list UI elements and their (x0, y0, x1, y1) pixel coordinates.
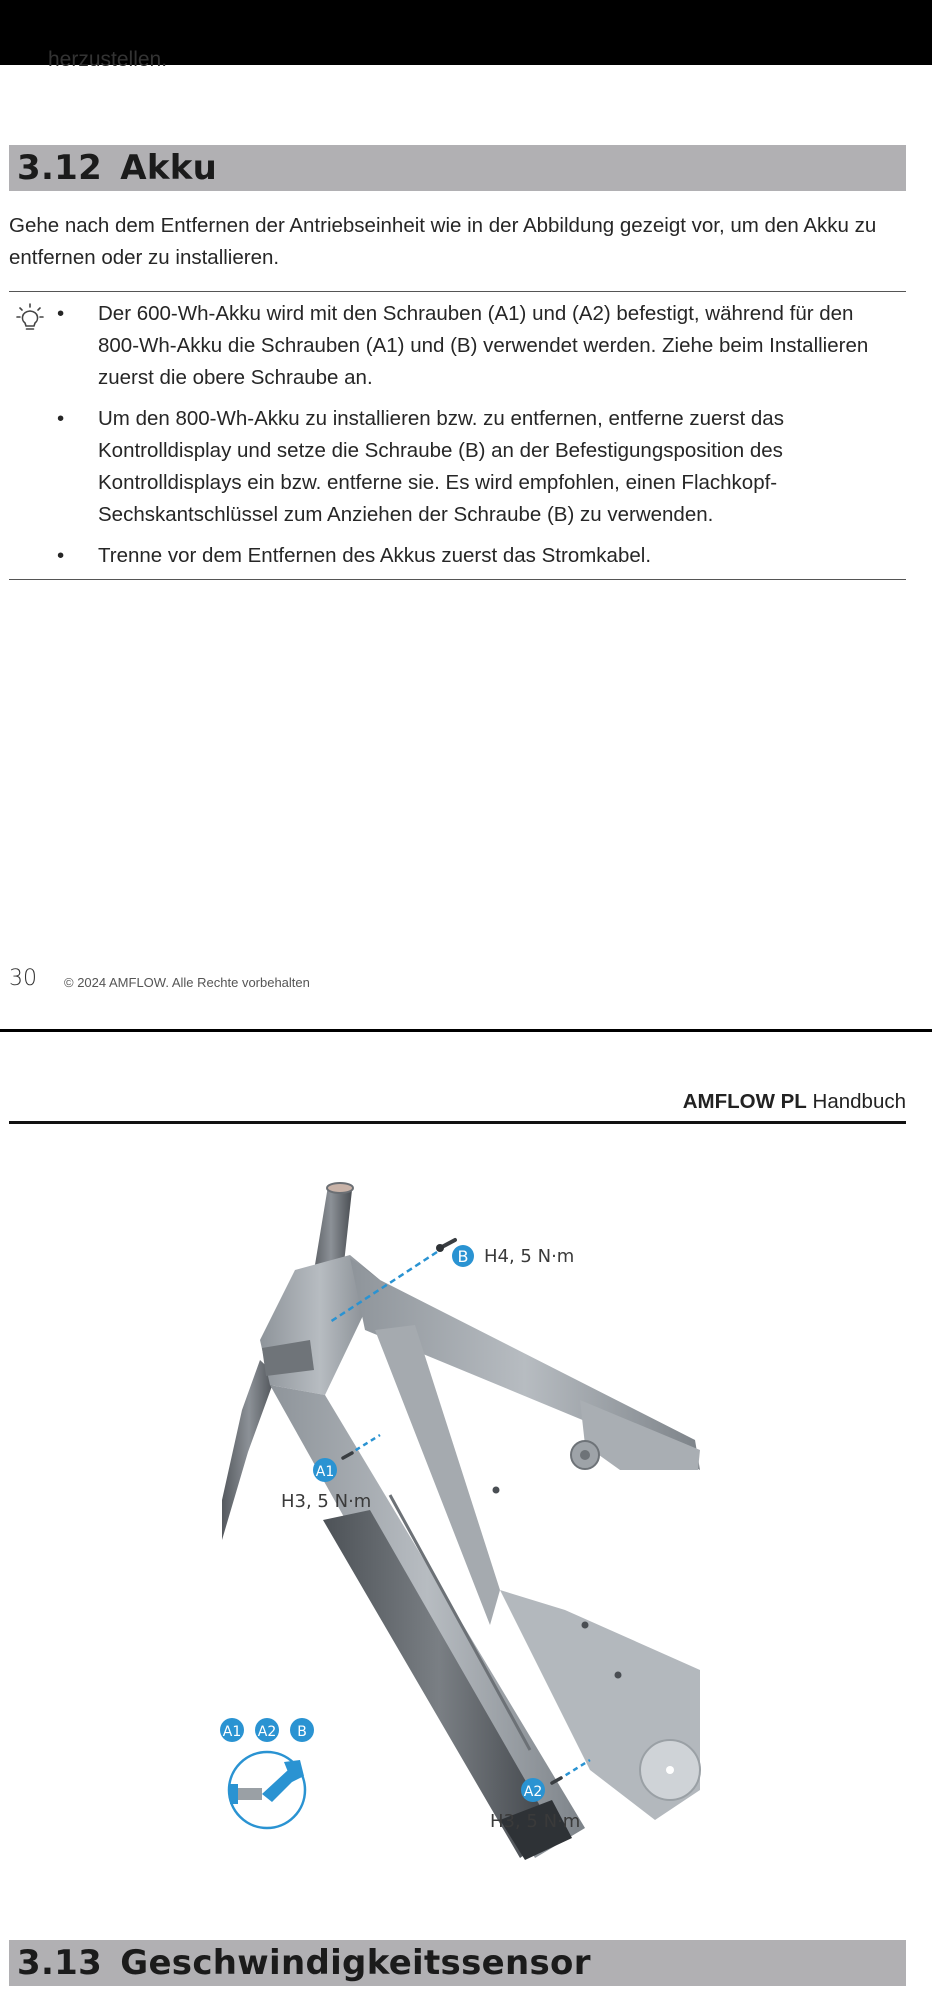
badge-b-label: B (457, 1247, 469, 1266)
frame-bolt (493, 1487, 500, 1494)
tool-badge-a2-label: A2 (257, 1724, 277, 1740)
frame-bolt (582, 1622, 589, 1629)
battery (323, 1510, 555, 1858)
running-header (683, 1090, 906, 1114)
steerer-top (327, 1183, 353, 1193)
previous-page-text: herzustellen. (48, 48, 168, 71)
pivot-bolt (580, 1450, 590, 1460)
screw-a2-path (558, 1760, 590, 1780)
frame-bolt (615, 1672, 622, 1679)
screw-a1-spec: H3, 5 N·m (281, 1491, 372, 1512)
hex-wrench-icon (229, 1752, 305, 1828)
screw-a2-spec: H3, 5 N·m (490, 1811, 581, 1832)
note-text: Um den 800-Wh-Akku zu installieren bzw. zu entfernen, entferne zuerst das Kontrolldisplay und setze die Schraube (B) an der Befestigungsposition des Kontrolldisplays ein bzw. entferne sie. Es wird empfohlen, einen Flachkopf-Sechskantschlüssel zum Anziehen der Schraube (B) zu verwenden. (98, 407, 784, 526)
screw-b-head (436, 1244, 444, 1252)
section-title: Akku (120, 148, 218, 188)
list-item (57, 298, 897, 394)
tool-badge-a1-label: A1 (222, 1724, 242, 1740)
section-title: Geschwindigkeitssensor (120, 1943, 591, 1983)
badge-a1-label: A1 (315, 1464, 335, 1480)
battery-screw-figure (200, 1170, 720, 1870)
list-item (57, 540, 897, 572)
list-item (57, 403, 897, 531)
page-separator (0, 1029, 932, 1032)
page-number: 30 (9, 966, 37, 991)
bullet: • (57, 302, 65, 325)
bullet: • (57, 544, 65, 567)
crank-dot (666, 1766, 674, 1774)
note-box (9, 291, 906, 580)
section-heading-3-12 (9, 145, 906, 191)
copyright: © 2024 AMFLOW. Alle Rechte vorbehalten (64, 975, 310, 990)
fork-leg (222, 1360, 276, 1540)
lightbulb-icon (13, 302, 47, 336)
header-rule (9, 1121, 906, 1124)
note-text: Der 600-Wh-Akku wird mit den Schrauben (A1) und (A2) befestigt, während für den 800-Wh-Akku die Schrauben (A1) und (B) verwendet werden. Ziehe beim Installieren zuerst die obere Schraube an. (98, 302, 869, 389)
section-heading-3-13 (9, 1940, 906, 1986)
note-text: Trenne vor dem Entfernen des Akkus zuerst das Stromkabel. (98, 544, 652, 567)
bullet: • (57, 407, 65, 430)
header-brand: AMFLOW PL (682, 1090, 807, 1113)
screw-b-spec: H4, 5 N·m (484, 1246, 575, 1267)
section-number: 3.13 (17, 1943, 103, 1983)
header-doc: Handbuch (812, 1090, 906, 1113)
section-number: 3.12 (17, 148, 103, 188)
note-list (57, 298, 897, 581)
intro-paragraph: Gehe nach dem Entfernen der Antriebseinheit wie in der Abbildung gezeigt vor, um den Akku zu entfernen oder zu installieren. (9, 214, 877, 269)
tool-badge-b-label: B (297, 1724, 307, 1740)
badge-a2-label: A2 (523, 1784, 543, 1800)
